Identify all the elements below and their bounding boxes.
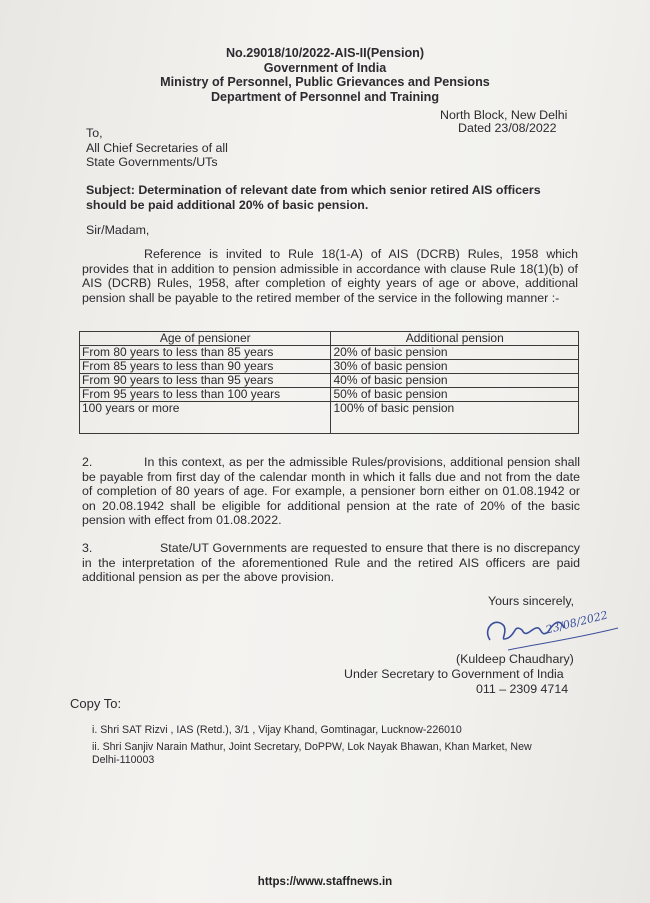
table-header-pension: Additional pension (331, 332, 579, 346)
pension-cell: 20% of basic pension (331, 346, 579, 360)
copy-to-label: Copy To: (70, 696, 122, 711)
table-header-row (80, 332, 579, 346)
table-row (80, 388, 579, 402)
date-line (458, 121, 557, 136)
table-row (80, 346, 579, 360)
paragraph-2 (82, 455, 580, 528)
age-cell: From 90 years to less than 95 years (80, 374, 331, 388)
copy-to-item: i. Shri SAT Rizvi , IAS (Retd.), 3/1 , Vijay Khand, Gomtinagar, Lucknow-226010 (92, 724, 462, 736)
paragraph-2-text: In this context, as per the admissible Rules/provisions, additional pension shall be payable from first day of the calendar month in which it falls due and not from the date of completion of 80 years of age. For example, a pensioner born either on 01.08.1942 or on 20.08.1942 shall be eligible for additional pension at the rate of 20% of the basic pension with effect from 01.08.2022. (82, 455, 580, 528)
table-row (80, 360, 579, 374)
addressee-line-2: State Governments/UTs (86, 155, 218, 170)
letterhead (115, 46, 535, 104)
paragraph-3-text: State/UT Governments are requested to ensure that there is no discrepancy in the interpretation of the aforementioned Rule and the retired AIS officers are paid additional pension as per the above provision. (82, 541, 580, 585)
pension-cell: 40% of basic pension (331, 374, 579, 388)
table-row (80, 374, 579, 388)
dated-label: Dated (458, 121, 492, 135)
signatory-phone: 011 – 2309 4714 (476, 682, 569, 696)
paragraph-2-number: 2. (82, 455, 93, 469)
age-cell: From 80 years to less than 85 years (80, 346, 331, 360)
file-number: No.29018/10/2022-AIS-II(Pension) (225, 46, 425, 60)
signature-date: 23/08/2022 (544, 608, 610, 637)
addressee-line-1: All Chief Secretaries of all (86, 140, 228, 155)
footer-url: https://www.staffnews.in (257, 876, 393, 888)
paragraph-1-text: Reference is invited to Rule 18(1-A) of AIS (DCRB) Rules, 1958 which provides that in addition to pension admissible in accordance with clause Rule 18(1)(b) of AIS (DCRB) Rules, 1958, after completion of eighty years of age or above, additional pension shall be payable to the retired member of the service in the following manner :- (82, 247, 578, 305)
table-row (80, 402, 579, 434)
ministry-name: Ministry of Personnel, Public Grievances and Pensions (160, 75, 490, 89)
pension-table (79, 331, 579, 434)
place: North Block, New Delhi (440, 108, 568, 122)
pension-cell: 30% of basic pension (331, 360, 579, 374)
copy-to-list (92, 724, 562, 768)
age-cell: From 85 years to less than 90 years (80, 360, 331, 374)
table-header-age: Age of pensioner (80, 332, 331, 346)
government-name: Government of India (263, 60, 387, 75)
age-cell: 100 years or more (80, 402, 331, 434)
paragraph-1 (82, 247, 578, 305)
salutation: Sir/Madam, (86, 223, 150, 237)
dated-value: 23/08/2022 (494, 121, 557, 135)
subject: Subject: Determination of relevant date from which senior retired AIS officers should be paid additional 20% of basic pension. (86, 183, 541, 212)
addressee (86, 126, 228, 170)
to-label: To, (86, 126, 103, 140)
paragraph-3-number: 3. (82, 541, 93, 555)
signatory-name: (Kuldeep Chaudhary) (456, 652, 574, 666)
department-name: Department of Personnel and Training (210, 89, 440, 104)
pension-cell: 50% of basic pension (331, 388, 579, 402)
paragraph-3 (82, 541, 580, 585)
copy-to-item: ii. Shri Sanjiv Narain Mathur, Joint Secretary, DoPPW, Lok Nayak Bhawan, Khan Market, New Delhi-110003 (92, 740, 532, 766)
age-cell: From 95 years to less than 100 years (80, 388, 331, 402)
closing: Yours sincerely, (488, 594, 575, 608)
pension-cell: 100% of basic pension (331, 402, 579, 434)
signatory-designation: Under Secretary to Government of India (344, 667, 564, 681)
